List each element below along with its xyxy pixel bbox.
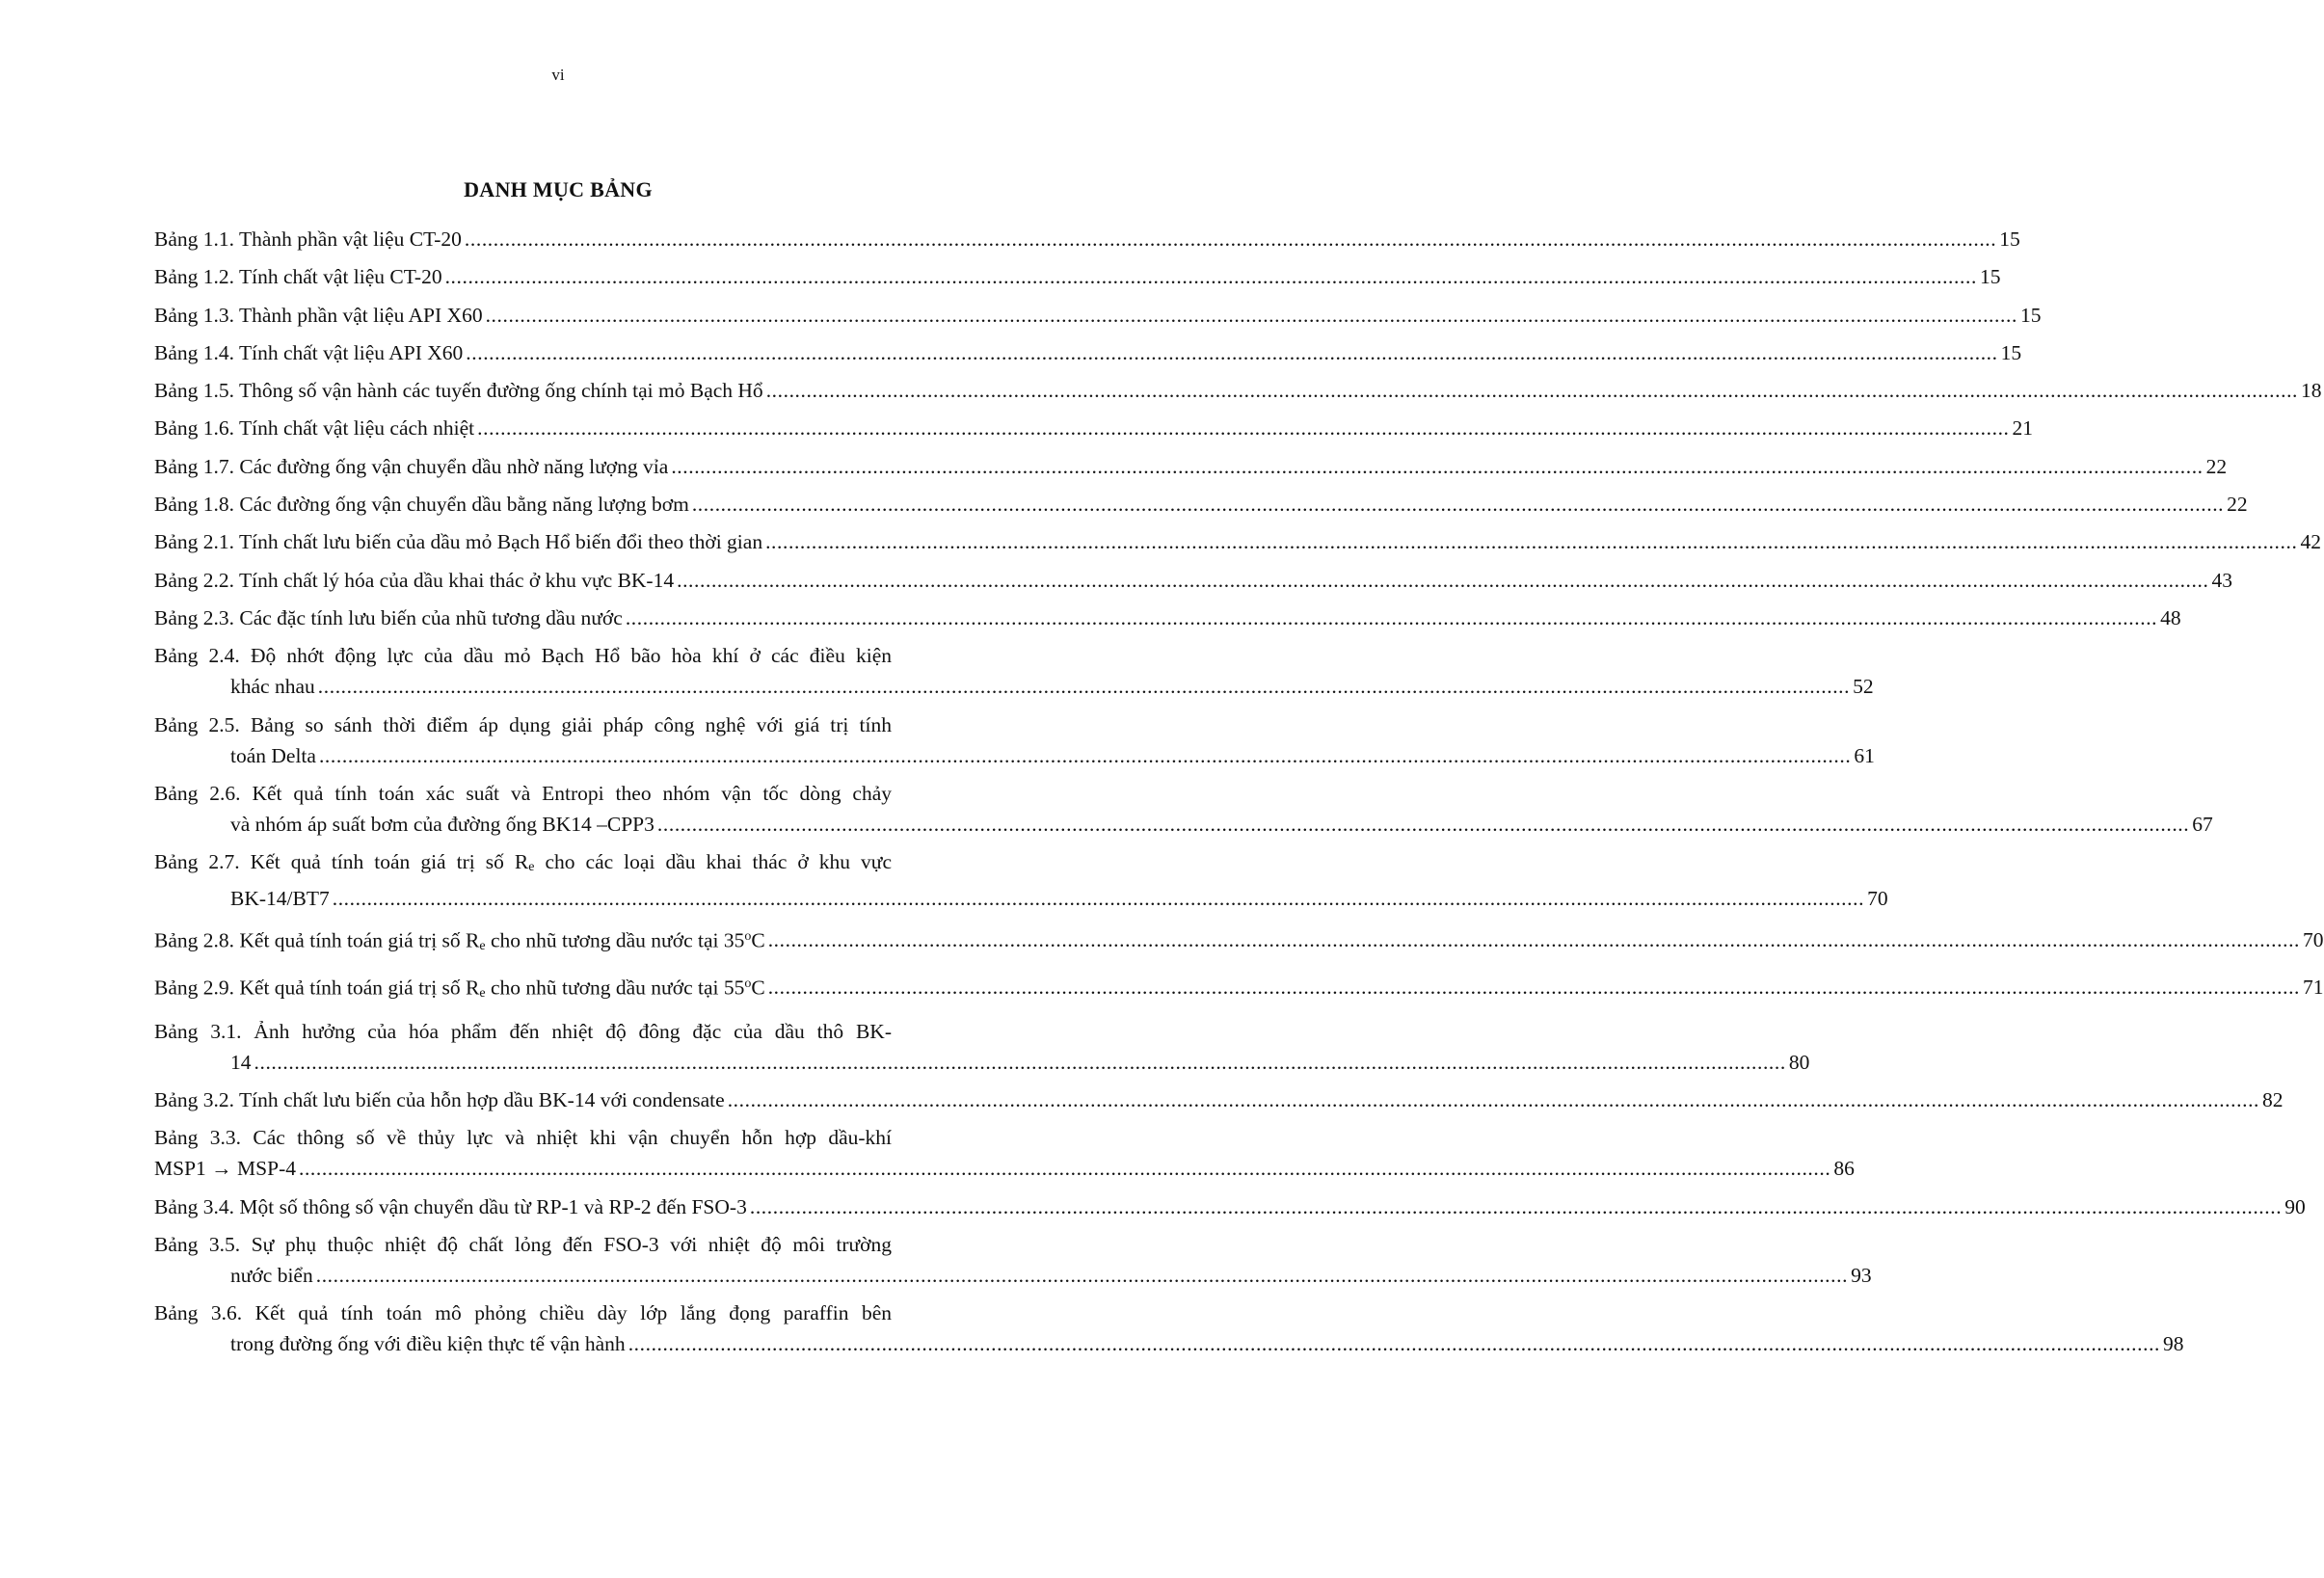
entry-text: Bảng 3.5. Sự phụ thuộc nhiệt độ chất lỏng đến FSO-3 với nhiệt độ môi trường bbox=[154, 1232, 892, 1256]
dot-leader bbox=[768, 972, 2300, 1003]
dot-leader bbox=[319, 740, 1851, 771]
entry-text-continuation: nước biển bbox=[230, 1263, 313, 1287]
list-item[interactable] bbox=[154, 1229, 1872, 1291]
subscript: e bbox=[528, 860, 535, 875]
entry-page: 82 bbox=[2262, 1087, 2284, 1111]
entry-text-part: Bảng 2.8. Kết quả tính toán giá trị số R bbox=[154, 928, 480, 952]
entry-text: Bảng 2.4. Độ nhớt động lực của dầu mỏ Bạch Hổ bão hòa khí ở các điều kiện bbox=[154, 644, 892, 668]
entry-page: 93 bbox=[1851, 1263, 1872, 1287]
list-item[interactable] bbox=[154, 526, 2321, 557]
entry-text: Bảng 3.4. Một số thông số vận chuyển dầu từ RP-1 và RP-2 đến FSO-3 bbox=[154, 1194, 747, 1218]
entry-page: 15 bbox=[2000, 340, 2022, 364]
dot-leader bbox=[768, 924, 2300, 955]
entry-page: 18 bbox=[2301, 379, 2322, 403]
page-number: vi bbox=[551, 66, 565, 84]
entry-text-part: cho nhũ tương dầu nước tại 55 bbox=[485, 976, 745, 1000]
entry-page: 22 bbox=[2205, 454, 2228, 478]
list-item[interactable] bbox=[154, 640, 1874, 702]
entry-text-part: C bbox=[751, 976, 765, 1000]
table-list bbox=[154, 224, 2324, 1366]
entry-page: 61 bbox=[1854, 743, 1875, 767]
list-item[interactable] bbox=[154, 1084, 2284, 1115]
entry-text: Bảng 2.2. Tính chất lý hóa của dầu khai thác ở khu vực BK-14 bbox=[154, 568, 675, 592]
entry-page: 43 bbox=[2211, 568, 2232, 592]
entry-page: 15 bbox=[1999, 227, 2020, 251]
entry-text-part: C bbox=[751, 928, 765, 952]
entry-page: 90 bbox=[2284, 1194, 2306, 1218]
entry-page: 98 bbox=[2163, 1332, 2184, 1356]
entry-text: Bảng 3.3. Các thông số về thủy lực và nhiệt khi vận chuyển hỗn hợp dầu-khí bbox=[154, 1126, 892, 1150]
entry-text: Bảng 1.6. Tính chất vật liệu cách nhiệt bbox=[154, 416, 475, 441]
dot-leader bbox=[318, 671, 1850, 702]
subscript: e bbox=[479, 938, 486, 953]
dot-leader bbox=[750, 1191, 2282, 1222]
dot-leader bbox=[299, 1153, 1830, 1184]
list-item[interactable] bbox=[154, 489, 2248, 520]
entry-text: Bảng 1.7. Các đường ống vận chuyển dầu nhờ năng lượng vỉa bbox=[154, 454, 669, 478]
dot-leader bbox=[765, 526, 2297, 557]
entry-page: 86 bbox=[1833, 1157, 1855, 1181]
entry-text: Bảng 3.1. Ảnh hưởng của hóa phẩm đến nhiệt độ đông đặc của dầu thô BK- bbox=[154, 1019, 892, 1043]
list-item[interactable] bbox=[154, 1122, 1855, 1184]
entry-text: Bảng 2.3. Các đặc tính lưu biến của nhũ tương dầu nước bbox=[154, 605, 623, 629]
entry-text: Bảng 3.2. Tính chất lưu biến của hỗn hợp dầu BK-14 với condensate bbox=[154, 1087, 725, 1111]
entry-page: 21 bbox=[2012, 416, 2034, 441]
list-item[interactable] bbox=[154, 969, 2324, 1009]
entry-text: Bảng 1.4. Tính chất vật liệu API X60 bbox=[154, 340, 464, 364]
entry-text-part: cho nhũ tương dầu nước tại 35 bbox=[485, 928, 745, 952]
list-item[interactable] bbox=[154, 224, 2020, 254]
list-item[interactable] bbox=[154, 413, 2034, 443]
list-item[interactable] bbox=[154, 337, 2022, 368]
entry-text: Bảng 2.6. Kết quả tính toán xác suất và Entropi theo nhóm vận tốc dòng chảy bbox=[154, 781, 892, 805]
entry-text-continuation: trong đường ống với điều kiện thực tế vận hành bbox=[230, 1332, 626, 1356]
entry-text bbox=[154, 969, 765, 1009]
entry-text: Bảng 1.2. Tính chất vật liệu CT-20 bbox=[154, 265, 442, 289]
entry-text-continuation: 14 bbox=[230, 1050, 252, 1074]
dot-leader bbox=[628, 1328, 2160, 1359]
entry-text bbox=[154, 846, 892, 883]
entry-page: 48 bbox=[2160, 605, 2181, 629]
entry-text: Bảng 3.6. Kết quả tính toán mô phỏng chiều dày lớp lắng đọng paraffin bên bbox=[154, 1301, 892, 1325]
dot-leader bbox=[626, 602, 2157, 633]
list-item[interactable] bbox=[154, 709, 1875, 771]
subscript: e bbox=[479, 985, 486, 1001]
entry-page: 71 bbox=[2303, 976, 2324, 1000]
dot-leader bbox=[466, 337, 1997, 368]
entry-page: 70 bbox=[2303, 928, 2324, 952]
entry-page: 70 bbox=[1867, 887, 1888, 911]
list-item[interactable] bbox=[154, 300, 2042, 331]
entry-text-continuation: MSP1 → MSP-4 bbox=[154, 1157, 296, 1181]
list-item[interactable] bbox=[154, 451, 2228, 482]
list-item[interactable] bbox=[154, 846, 1888, 914]
list-item[interactable] bbox=[154, 602, 2181, 633]
list-item[interactable] bbox=[154, 922, 2324, 962]
dot-leader bbox=[477, 413, 2009, 443]
list-item[interactable] bbox=[154, 375, 2322, 406]
entry-page: 52 bbox=[1853, 675, 1874, 699]
list-item[interactable] bbox=[154, 778, 2213, 840]
entry-page: 67 bbox=[2192, 812, 2213, 836]
page-title: DANH MỤC BẢNG bbox=[464, 177, 653, 201]
entry-text-continuation: BK-14/BT7 bbox=[230, 887, 330, 911]
list-item[interactable] bbox=[154, 1191, 2306, 1222]
dot-leader bbox=[728, 1084, 2259, 1115]
entry-text-part: Bảng 2.7. Kết quả tính toán giá trị số R bbox=[154, 850, 529, 874]
dot-leader bbox=[333, 883, 1864, 914]
dot-leader bbox=[766, 375, 2298, 406]
entry-text-part: cho các loại dầu khai thác ở khu vực bbox=[534, 850, 892, 874]
entry-text: Bảng 1.5. Thông số vận hành các tuyến đường ống chính tại mỏ Bạch Hổ bbox=[154, 379, 763, 403]
entry-text: Bảng 1.8. Các đường ống vận chuyển dầu bằng năng lượng bơm bbox=[154, 493, 689, 517]
entry-page: 22 bbox=[2227, 493, 2248, 517]
dot-leader bbox=[445, 261, 1977, 292]
superscript: o bbox=[744, 976, 752, 991]
list-item[interactable] bbox=[154, 565, 2232, 596]
entry-text-continuation: khác nhau bbox=[230, 675, 315, 699]
entry-text bbox=[154, 922, 765, 962]
entry-page: 15 bbox=[2019, 303, 2042, 327]
entry-page: 42 bbox=[2300, 530, 2321, 554]
entry-text-continuation: và nhóm áp suất bơm của đường ống BK14 –CPP3 bbox=[230, 812, 654, 836]
list-item[interactable] bbox=[154, 1016, 1810, 1078]
dot-leader bbox=[465, 224, 1996, 254]
entry-page: 80 bbox=[1788, 1050, 1810, 1074]
dot-leader bbox=[671, 451, 2203, 482]
list-item[interactable] bbox=[154, 261, 2001, 292]
superscript: o bbox=[744, 928, 752, 944]
entry-text: Bảng 1.1. Thành phần vật liệu CT-20 bbox=[154, 227, 462, 251]
entry-text-part: Bảng 2.9. Kết quả tính toán giá trị số R bbox=[154, 976, 480, 1000]
dot-leader bbox=[677, 565, 2208, 596]
dot-leader bbox=[486, 300, 2017, 331]
entry-text-continuation: toán Delta bbox=[230, 743, 316, 767]
entry-text: Bảng 2.1. Tính chất lưu biến của dầu mỏ Bạch Hổ biến đổi theo thời gian bbox=[154, 530, 763, 554]
dot-leader bbox=[692, 489, 2224, 520]
dot-leader bbox=[254, 1047, 1786, 1078]
dot-leader bbox=[316, 1260, 1848, 1291]
dot-leader bbox=[657, 809, 2189, 840]
list-item[interactable] bbox=[154, 1297, 2184, 1359]
entry-text: Bảng 1.3. Thành phần vật liệu API X60 bbox=[154, 303, 483, 327]
entry-text: Bảng 2.5. Bảng so sánh thời điểm áp dụng giải pháp công nghệ với giá trị tính bbox=[154, 712, 892, 736]
entry-page: 15 bbox=[1979, 265, 2001, 289]
